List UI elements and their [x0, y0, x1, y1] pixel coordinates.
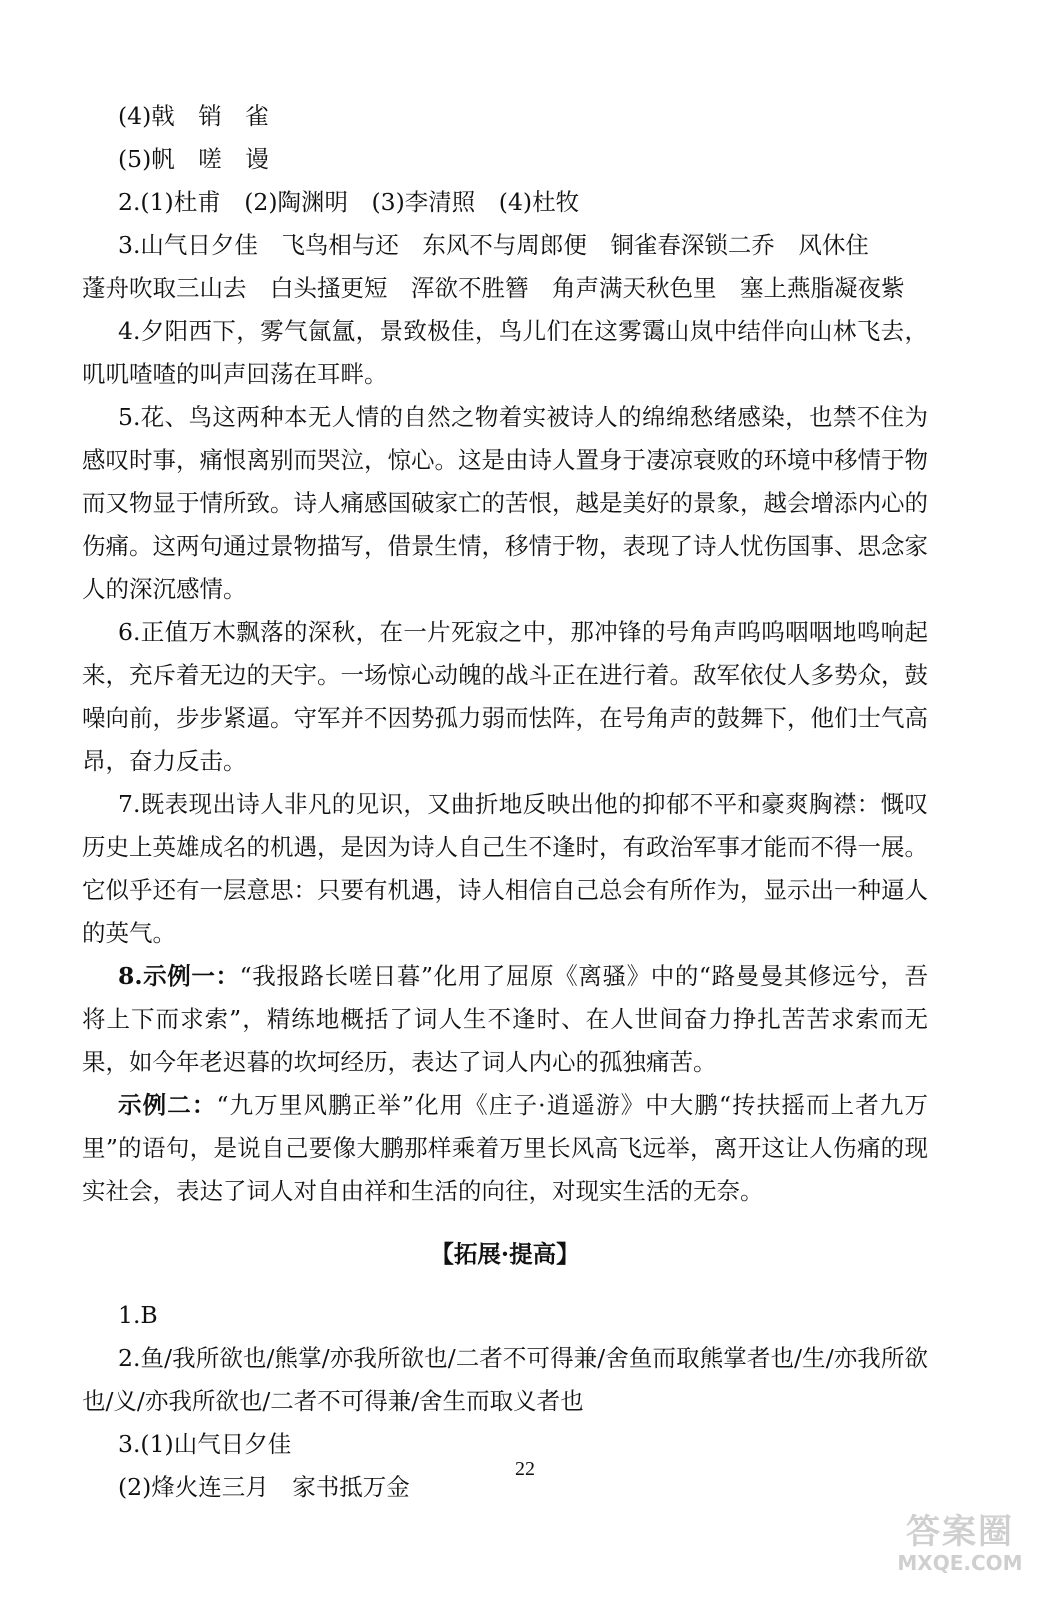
example-text-1: “我报路长嗟日暮”化用了屈原《离骚》中的“路曼曼其修远兮，吾将上下而求索”，精练地概括了词人生不逢时、在人世间奋力挣扎苦苦求索而无果，如今年老迟暮的坎坷经历，表达了词人内心的孤独痛苦。: [82, 962, 928, 1076]
watermark-bottom: MXQE.COM: [897, 1551, 1023, 1575]
answer-4: 4.夕阳西下，雾气氤氲，景致极佳，鸟儿们在这雾霭山岚中结伴向山林飞去，叽叽喳喳的叫声回荡在耳畔。: [82, 317, 928, 388]
example-label-1: 8.示例一：: [118, 962, 240, 990]
extension-answer-1: 1.B: [118, 1301, 158, 1329]
answer-3-line-2: 蓬舟吹取三山去 白头搔更短 浑欲不胜簪 角声满天秋色里 塞上燕脂凝夜紫: [82, 274, 905, 302]
extension-answer-2: 2.鱼/我所欲也/熊掌/亦我所欲也/二者不可得兼/舍鱼而取熊掌者也/生/亦我所欲也/义/亦我所欲也/二者不可得兼/舍生而取义者也: [82, 1344, 928, 1415]
answer-6: 6.正值万木飘落的深秋，在一片死寂之中，那冲锋的号角声呜呜咽咽地鸣响起来，充斥着无边的天宇。一场惊心动魄的战斗正在进行着。敌军依仗人多势众，鼓噪向前，步步紧逼。守军并不因势孤力弱而怯阵，在号角声的鼓舞下，他们士气高昂，奋力反击。: [82, 618, 928, 775]
answer-8: [82, 955, 928, 1084]
answer-8-example-2: [82, 1084, 928, 1213]
example-label-2: 示例二：: [118, 1091, 217, 1119]
watermark-top: 答案圈: [906, 1512, 1014, 1552]
answer-content: [82, 95, 928, 1509]
answer-line-4: (4)戟 销 雀: [118, 102, 269, 130]
answer-5: 5.花、鸟这两种本无人情的自然之物着实被诗人的绵绵愁绪感染，也禁不住为感叹时事，痛恨离别而哭泣，惊心。这是由诗人置身于凄凉衰败的环境中移情于物而又物显于情所致。诗人痛感国破家亡的苦恨，越是美好的景象，越会增添内心的伤痛。这两句通过景物描写，借景生情，移情于物，表现了诗人忧伤国事、思念家人的深沉感情。: [82, 403, 928, 603]
answer-7: 7.既表现出诗人非凡的见识，又曲折地反映出他的抑郁不平和豪爽胸襟：慨叹历史上英雄成名的机遇，是因为诗人自己生不逢时，有政治军事才能而不得一展。它似乎还有一层意思：只要有机遇，诗人相信自己总会有所作为，显示出一种逼人的英气。: [82, 790, 928, 947]
answer-3-line-1: 3.山气日夕佳 飞鸟相与还 东风不与周郎便 铜雀春深锁二乔 风休住: [118, 231, 869, 259]
answer-2: 2.(1)杜甫 (2)陶渊明 (3)李清照 (4)杜牧: [118, 188, 580, 216]
extension-answer-3-1: 3.(1)山气日夕佳: [118, 1430, 292, 1458]
answer-line-5: (5)帆 嗟 谩: [118, 145, 269, 173]
page-number: 22: [515, 1458, 535, 1480]
watermark-logo: [890, 1512, 1030, 1582]
extension-answer-3-2: (2)烽火连三月 家书抵万金: [118, 1473, 410, 1501]
section-heading: 【拓展·提高】: [430, 1240, 580, 1268]
example-text-2: “九万里风鹏正举”化用《庄子·逍遥游》中大鹏“抟扶摇而上者九万里”的语句，是说自己要像大鹏那样乘着万里长风高飞远举，离开这让人伤痛的现实社会，表达了词人对自由祥和生活的向往，对现实生活的无奈。: [82, 1091, 928, 1205]
